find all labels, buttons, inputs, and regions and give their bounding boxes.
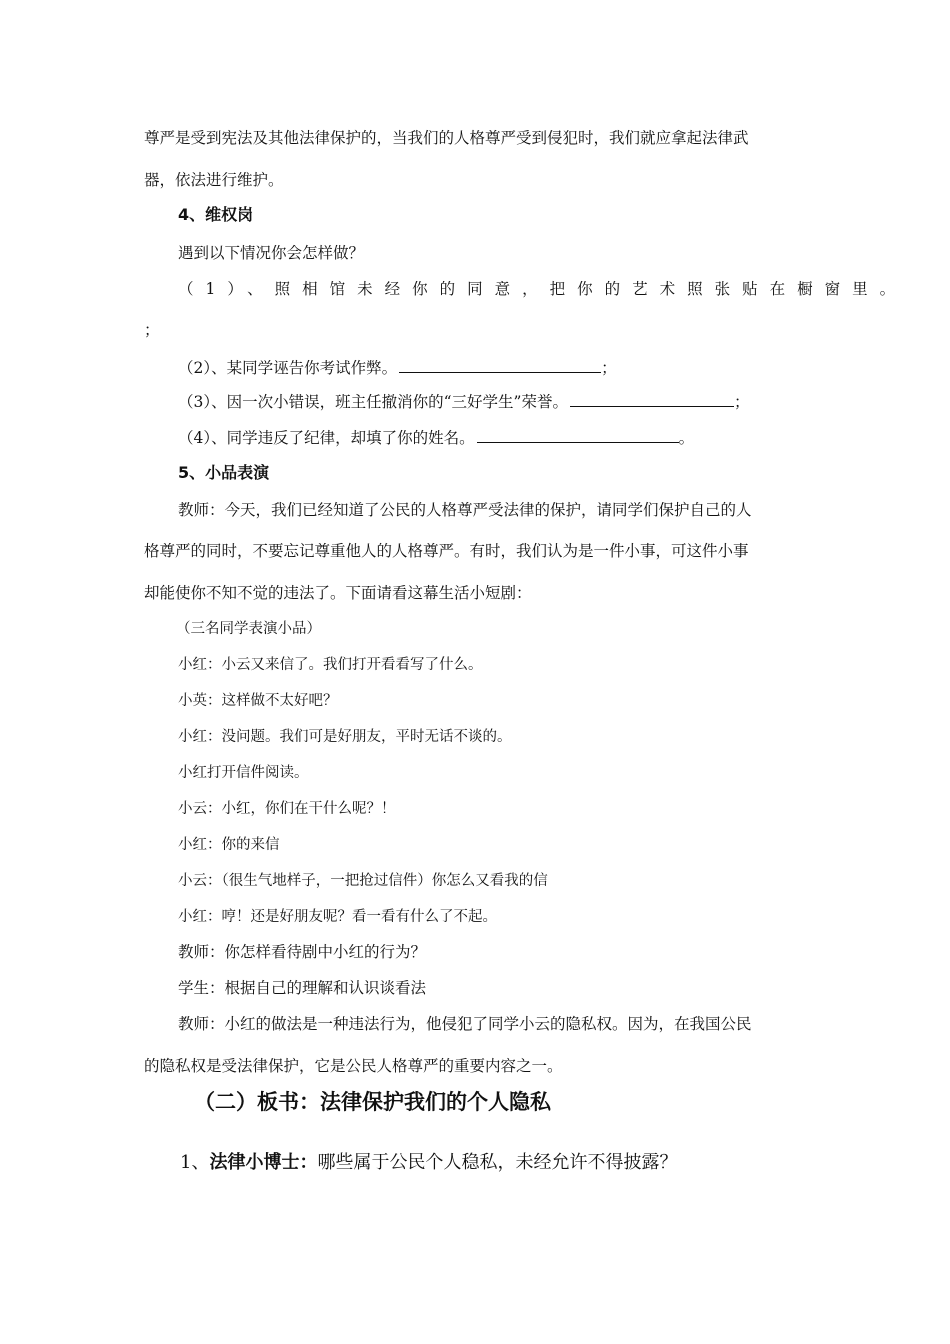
intro-line-1: 尊严是受到宪法及其他法律保护的，当我们的人格尊严受到侵犯时，我们就应拿起法律武: [144, 129, 749, 147]
teacher-paragraph-2-line-2: 的隐私权是受法律保护，它是公民人格尊严的重要内容之一。: [144, 1057, 563, 1075]
dialogue-line: 小云：小红，你们在干什么呢？！: [178, 801, 396, 817]
stage-note: （三名同学表演小品）: [176, 621, 321, 637]
law-expert-number: 1、: [180, 1152, 210, 1173]
dialogue-line: 小红：哼！还是好朋友呢？看一看有什么了不起。: [178, 909, 497, 925]
student-answer: 学生：根据自己的理解和认识谈看法: [178, 979, 427, 997]
law-expert-item: [180, 1151, 677, 1175]
situation-item-3-text: （3）、因一次小错误，班主任撤消你的“三好学生”荣誉。: [178, 393, 568, 411]
dialogue-line: 小红打开信件阅读。: [178, 765, 309, 781]
board-heading: （二）板书：法律保护我们的个人隐私: [194, 1090, 551, 1114]
teacher-paragraph-2-line-1: 教师：小红的做法是一种违法行为，他侵犯了同学小云的隐私权。因为，在我国公民: [178, 1015, 752, 1033]
law-expert-label: 法律小博士：: [209, 1152, 318, 1173]
situation-item-1-continuation: ；: [144, 321, 160, 339]
situation-item-3: [178, 392, 749, 412]
answer-blank-4[interactable]: [477, 428, 679, 443]
section-4-heading: 4、维权岗: [178, 205, 254, 224]
section-5-heading: 5、小品表演: [178, 463, 270, 482]
answer-blank-2[interactable]: [399, 358, 601, 373]
situation-item-2: [178, 358, 617, 378]
dialogue-line: 小红：没问题。我们可是好朋友，平时无话不谈的。: [178, 729, 512, 745]
situation-item-2-end: ；: [601, 359, 617, 377]
situation-item-4-text: （4）、同学违反了纪律，却填了你的姓名。: [178, 429, 475, 447]
dialogue-line: 小红：你的来信: [178, 837, 280, 853]
section-4-prompt: 遇到以下情况你会怎样做？: [178, 244, 365, 262]
teacher-paragraph-1-line-3: 却能使你不知不觉的违法了。下面请看这幕生活小短剧：: [144, 584, 532, 602]
dialogue-line: 小云：（很生气地样子，一把抢过信件）你怎么又看我的信: [178, 873, 548, 889]
teacher-paragraph-1-line-1: 教师：今天，我们已经知道了公民的人格尊严受法律的保护，请同学们保护自己的人: [178, 501, 752, 519]
teacher-paragraph-1-line-2: 格尊严的同时，不要忘记尊重他人的人格尊严。有时，我们认为是一件小事，可这件小事: [144, 542, 749, 560]
situation-item-3-end: ；: [733, 393, 750, 411]
answer-blank-3[interactable]: [570, 392, 734, 407]
dialogue-line: 小英：这样做不太好吧？: [178, 693, 338, 709]
intro-line-2: 器，依法进行维护。: [144, 171, 284, 189]
situation-item-2-text: （2）、某同学诬告你考试作弊。: [178, 359, 398, 377]
situation-item-4-end: 。: [678, 429, 695, 447]
situation-item-1: （1）、照相馆未经你的同意，把你的艺术照张贴在橱窗里。: [178, 280, 908, 298]
teacher-question: 教师：你怎样看待剧中小红的行为？: [178, 943, 427, 961]
situation-item-4: [178, 428, 694, 448]
law-expert-question: 哪些属于公民个人稳私，未经允许不得披露？: [317, 1152, 678, 1173]
dialogue-line: 小红：小云又来信了。我们打开看看写了什么。: [178, 657, 483, 673]
